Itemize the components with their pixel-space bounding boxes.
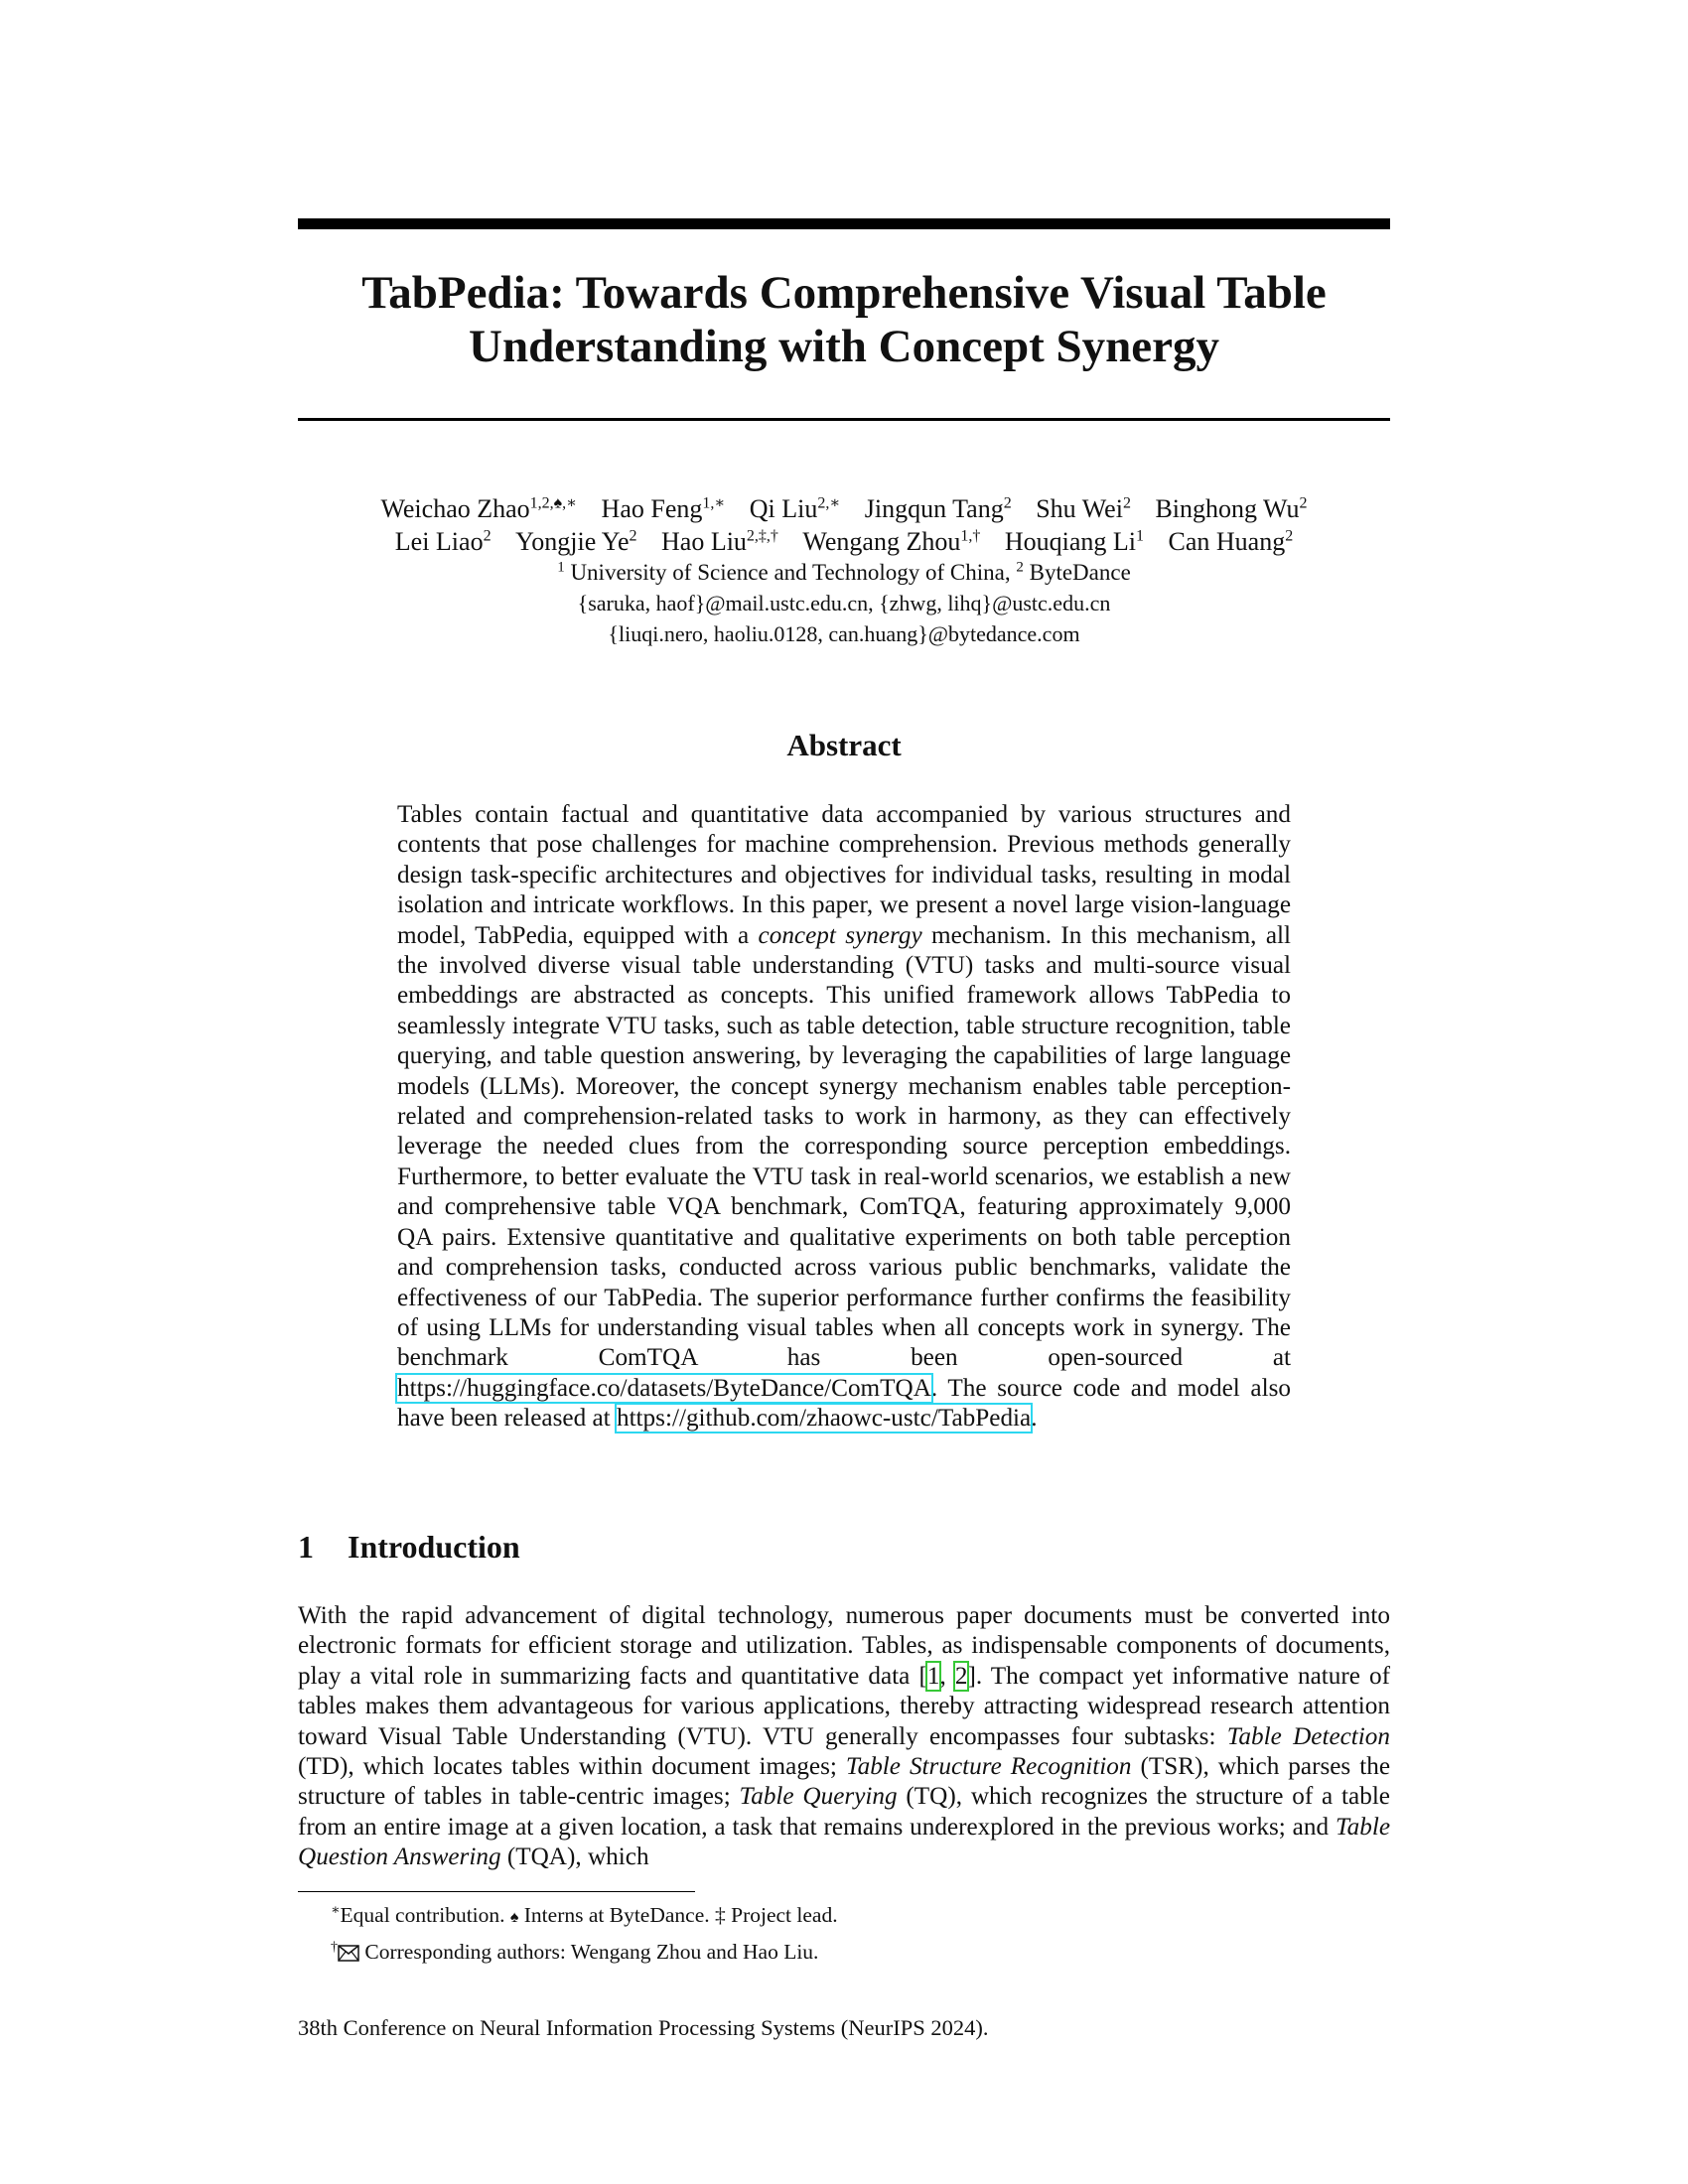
author: Houqiang Li$^1$ [1004,527,1144,556]
author: Hao Liu$^{2,\ddagger,\dagger}$ [661,527,778,556]
spade-icon: ♠ [509,1909,519,1927]
title-line-1: TabPedia: Towards Comprehensive Visual Table [361,267,1327,319]
footnote-1: ∗Equal contribution. ♠ Interns at ByteDance. ‡ Project lead. [331,1903,838,1928]
envelope-icon [338,1940,359,1970]
section-heading-introduction: 1 Introduction [298,1529,520,1565]
abstract-heading: Abstract [786,728,902,762]
author: Shu Wei$^2$ [1036,494,1131,523]
authors-row-2 [298,525,1390,558]
author: Lei Liao$^2$ [394,527,492,556]
author: Weichao Zhao$^{1,2,♠,∗}$ [380,494,578,523]
author-block [298,492,1390,649]
citation-link[interactable]: 2 [954,1662,968,1690]
title-line-2: Understanding with Concept Synergy [469,321,1219,372]
email-line-2: {liuqi.nero, haoliu.0128, can.huang}@bytedance.com [608,621,1080,646]
footnotes [331,1896,1324,1970]
author: Jingqun Tang$^2$ [864,494,1012,523]
title-bottom-rule [298,418,1390,421]
author: Binghong Wu$^2$ [1155,494,1308,523]
footnote-2: † Corresponding authors: Wengang Zhou and Hao Liu. [331,1933,1324,1970]
footnote-rule [298,1891,695,1892]
introduction-body: With the rapid advancement of digital technology, numerous paper documents must be converted into electronic formats for efficient storage and utilization. Tables, as indispensable components of documents, play a vital role in summarizing facts and quantitative data [1, 2]. The compact yet informative nature of tables makes them advantageous for various applications, thereby attracting widespread research attention toward Visual Table Understanding (VTU). VTU generally encompasses four subtasks: Table Detection (TD), which locates tables within document images; Table Structure Recognition (TSR), which parses the structure of tables in table-centric images; Table Querying (TQ), which recognizes the structure of a table from an entire image at a given location, a task that remains underexplored in the previous works; and Table Question Answering (TQA), which [298,1602,1391,1871]
authors-row-1 [298,492,1390,525]
email-line-1: {saruka, haof}@mail.ustc.edu.cn, {zhwg, lihq}@ustc.edu.cn [577,591,1111,615]
author: Qi Liu$^{2,∗}$ [749,494,841,523]
author: Yongjie Ye$^2$ [515,527,637,556]
title-top-rule [298,218,1390,229]
citation-link[interactable]: 1 [926,1662,940,1690]
author: Can Huang$^2$ [1168,527,1294,556]
paper-title [298,266,1390,373]
tabpedia-github-link[interactable]: https://github.com/zhaowc-ustc/TabPedia [616,1405,1032,1433]
author: Wengang Zhou$^{1,\dagger}$ [802,527,981,556]
abstract-body: Tables contain factual and quantitative data accompanied by various structures and contents that pose challenges for machine comprehension. Previous methods generally design task-specific architectures and objectives for individual tasks, resulting in modal isolation and intricate workflows. In this paper, we present a novel large vision-language model, TabPedia, equipped with a concept synergy mechanism. In this mechanism, all the involved diverse visual table understanding (VTU) tasks and multi-source visual embeddings are abstracted as concepts. This unified framework allows TabPedia to seamlessly integrate VTU tasks, such as table detection, table structure recognition, table querying, and table question answering, by leveraging the capabilities of large language models (LLMs). Moreover, the concept synergy mechanism enables table perception-related and comprehension-related tasks to work in harmony, as they can effectively leverage the needed clues from the corresponding source perception embeddings. Furthermore, to better evaluate the VTU task in real-world scenarios, we establish a new and comprehensive table VQA benchmark, ComTQA, featuring approximately 9,000 QA pairs. Extensive quantitative and qualitative experiments on both table perception and comprehension tasks, conducted across various public benchmarks, validate the effectiveness of our TabPedia. The superior performance further confirms the feasibility of using LLMs for understanding visual tables when all concepts work in synergy. The benchmark ComTQA has been open-sourced at https://huggingface.co/datasets/ByteDance/ComTQA. The source code and model also have been released at https://github.com/zhaowc-ustc/TabPedia. [397,801,1291,1433]
venue-footer: 38th Conference on Neural Information Processing Systems (NeurIPS 2024). [298,2015,989,2040]
affiliations: $^1$ University of Science and Technology of China, $^2$ ByteDance [557,559,1131,585]
comtqa-link[interactable]: https://huggingface.co/datasets/ByteDance/ComTQA [397,1374,931,1402]
author: Hao Feng$^{1,∗}$ [601,494,726,523]
